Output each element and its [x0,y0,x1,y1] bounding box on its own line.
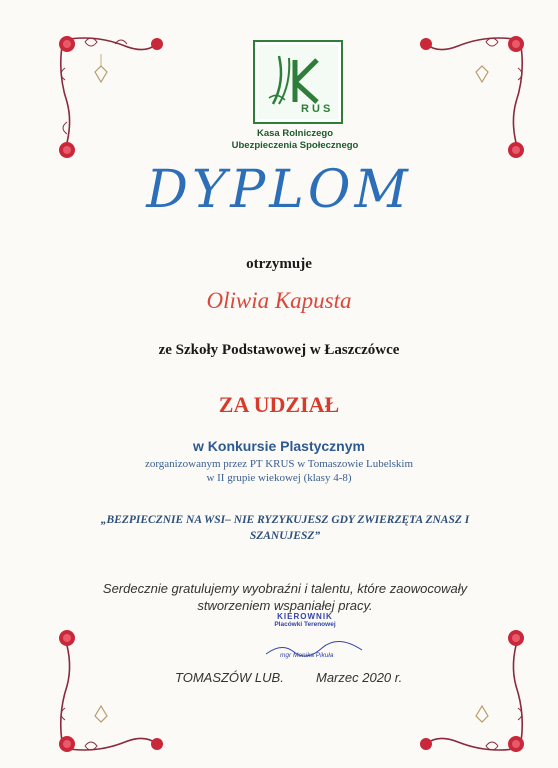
rose-corner-ornament-icon [418,32,528,162]
svg-text:R U S: R U S [301,103,331,115]
stamp-line1: KIEROWNIK [277,612,333,621]
place-label: TOMASZÓW LUB. [175,670,284,685]
award-heading: ZA UDZIAŁ [218,392,340,417]
logo-caption-line1: Kasa Rolniczego [256,128,334,139]
received-label: otrzymuje [246,256,312,272]
congratulations-text: Serdecznie gratulujemy wyobraźni i talentu, które zaowocowały stworzeniem wspaniałej pracy. [102,581,468,613]
contest-motto: „BEZPIECZNIE NA WSI– NIE RYZYKUJESZ GDY ZWIERZĘTA ZNASZ I SZANUJESZ” [100,514,470,542]
organizer-line: zorganizowanym przez PT KRUS w Tomaszowie Lubelskim [144,458,414,470]
signature-name: mgr Monika Pikuła [280,652,334,659]
school-name: ze Szkoły Podstawowej w Łaszczówce [158,342,400,358]
logo-caption-line2: Ubezpieczenia Społecznego [231,140,359,151]
stamp-line2: Placówki Terenowej [274,621,336,628]
rose-corner-ornament-icon [55,32,165,162]
diploma-title: DYPLOM [146,160,412,220]
rose-corner-ornament-icon [55,626,165,756]
date-label: Marzec 2020 r. [316,670,403,685]
contest-name: w Konkursie Plastycznym [193,438,365,454]
recipient-name: Oliwia Kapusta [206,288,352,313]
official-stamp [250,612,360,628]
krus-logo-icon [253,40,343,124]
age-group-line: w II grupie wiekowej (klasy 4-8) [206,472,352,484]
rose-corner-ornament-icon [418,626,528,756]
